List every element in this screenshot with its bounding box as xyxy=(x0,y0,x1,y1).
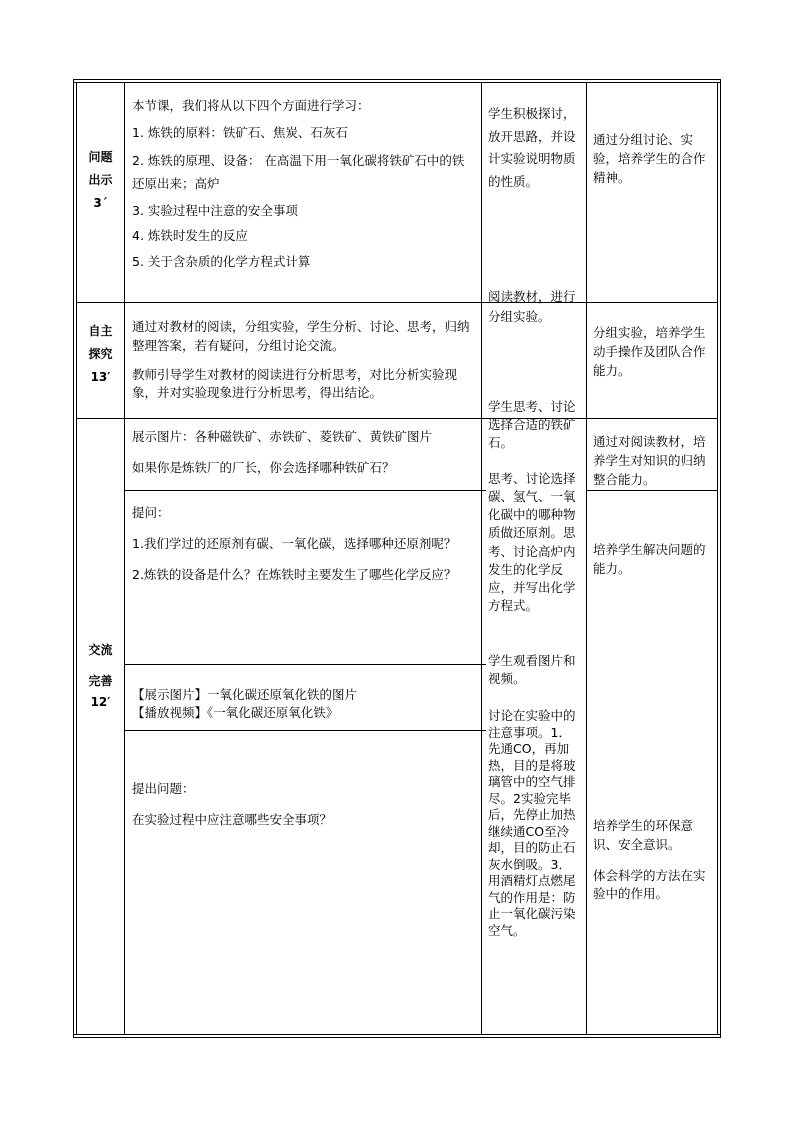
paragraph: 通过分组讨论、实验，培养学生的合作精神。 xyxy=(593,132,706,185)
paragraph: 本节课，我们将从以下四个方面进行学习： xyxy=(132,98,370,113)
stage-label-line: 完善 xyxy=(88,674,113,688)
paragraph: 3. 实验过程中注意的安全事项 xyxy=(132,203,298,218)
stage-label-line: 3´ xyxy=(93,195,108,210)
table-border-bottom xyxy=(73,1034,721,1035)
stage-label-line: 问题 xyxy=(88,150,113,164)
student-activity-cell xyxy=(488,470,582,615)
student-activity-cell xyxy=(488,103,582,193)
teacher-activity-cell xyxy=(132,780,477,830)
design-intent-cell xyxy=(593,433,713,489)
paragraph: 2. 炼铁的原理、设备： 在高温下用一氧化碳将铁矿石中的铁还原出来；高炉 xyxy=(132,152,465,191)
stage-label-exchange xyxy=(77,640,124,713)
teacher-activity-cell xyxy=(132,318,477,403)
paragraph: 【展示图片】一氧化碳还原氧化铁的图片 xyxy=(132,687,358,702)
paragraph: 提问： xyxy=(132,505,170,520)
paragraph: 学生观看图片和视频。 xyxy=(488,653,576,687)
stage-label-line: 12′ xyxy=(90,695,111,709)
design-intent-cell xyxy=(593,541,713,579)
col-divider-3 xyxy=(586,82,587,1035)
table-border-bottom-inner xyxy=(73,1037,721,1038)
student-activity-cell xyxy=(488,398,582,452)
table-border-left-inner xyxy=(76,82,77,1035)
paragraph: 5. 关于含杂质的化学方程式计算 xyxy=(132,253,311,269)
paragraph: 分组实验，培养学生动手操作及团队合作能力。 xyxy=(593,325,706,378)
teacher-activity-cell xyxy=(132,504,477,584)
paragraph: 1. 炼铁的原料：铁矿石、焦炭、石灰石 xyxy=(132,125,348,141)
student-activity-cell xyxy=(488,652,582,688)
paragraph: 如果你是炼铁厂的厂长，你会选择哪种铁矿石？ xyxy=(132,459,395,475)
subrow-divider-1 xyxy=(124,490,486,491)
teacher-activity-cell xyxy=(132,96,472,271)
col-divider-2 xyxy=(481,82,482,1035)
design-intent-cell xyxy=(593,324,713,380)
student-activity-cell xyxy=(488,287,582,327)
paragraph: 教师引导学生对教材的阅读进行分析思考，对比分析实验现象，并对实验现象进行分析思考，得出结论。 xyxy=(132,366,458,401)
paragraph: 阅读教材，进行分组实验。 xyxy=(488,289,576,324)
paragraph: 通过对教材的阅读，分组实验，学生分析、讨论、思考，归纳整理答案，若有疑问，分组讨论交流。 xyxy=(132,319,470,353)
design-intent-cell xyxy=(593,131,713,187)
paragraph: 培养学生的环保意识、安全意识。 xyxy=(593,818,694,852)
paragraph: 通过对阅读教材，培养学生对知识的归纳整合能力。 xyxy=(593,434,706,487)
subrow-divider-2 xyxy=(124,664,486,665)
stage-label-problem xyxy=(77,146,124,214)
paragraph: 学生积极探讨，放开思路，并设计实验说明物质的性质。 xyxy=(488,106,576,189)
paragraph: 体会科学的方法在实验中的作用。 xyxy=(593,867,706,902)
stage-label-line: 探究 xyxy=(88,346,113,361)
subrow-divider-1b xyxy=(586,490,718,491)
table-border-right-inner xyxy=(717,82,718,1035)
table-border-right xyxy=(720,79,721,1038)
stage-label-line: 13′ xyxy=(90,369,111,384)
stage-label-explore xyxy=(77,320,124,388)
row-divider-1 xyxy=(76,302,718,303)
paragraph: 4. 炼铁时发生的反应 xyxy=(132,228,248,244)
paragraph: 讨论在实验中的注意事项。1．先通CO，再加热，目的是将玻璃管中的空气排尽。2实验完毕后，先停止加热继续通CO至冷却，目的防止石灰水倒吸。3．用酒精灯点燃尾气的作用是：防止一氧化碳污染空气。 xyxy=(488,708,576,938)
paragraph: 展示图片：各种磁铁矿、赤铁矿、菱铁矿、黄铁矿图片 xyxy=(132,429,433,444)
teacher-activity-cell xyxy=(132,428,477,478)
paragraph: 在实验过程中应注意哪些安全事项？ xyxy=(132,811,333,827)
table-border-top xyxy=(73,79,721,80)
student-activity-cell xyxy=(488,708,582,939)
col-divider-1 xyxy=(124,82,125,1035)
table-border-top-inner xyxy=(73,82,721,83)
stage-label-line: 自主 xyxy=(88,324,113,338)
stage-label-line: 出示 xyxy=(88,172,113,187)
teacher-activity-cell xyxy=(132,686,477,722)
paragraph: 提出问题： xyxy=(132,781,195,796)
paragraph: 学生思考、讨论选择合适的铁矿石。 xyxy=(488,399,576,451)
subrow-divider-3 xyxy=(124,730,486,731)
table-border-left xyxy=(73,79,74,1038)
design-intent-cell xyxy=(593,817,713,904)
stage-label-line: 交流 xyxy=(88,643,113,657)
paragraph: 【播放视频】《一氧化碳还原氧化铁》 xyxy=(132,705,339,721)
row-divider-2 xyxy=(76,418,718,419)
paragraph: 2.炼铁的设备是什么？在炼铁时主要发生了哪些化学反应？ xyxy=(132,566,457,582)
paragraph: 思考、讨论选择碳、氢气、一氧化碳中的哪种物质做还原剂。思考、讨论高炉内发生的化学反应，并写出化学方程式。 xyxy=(488,471,576,613)
paragraph: 1.我们学过的还原剂有碳、一氧化碳，选择哪种还原剂呢？ xyxy=(132,535,457,551)
paragraph: 培养学生解决问题的能力。 xyxy=(593,542,706,576)
